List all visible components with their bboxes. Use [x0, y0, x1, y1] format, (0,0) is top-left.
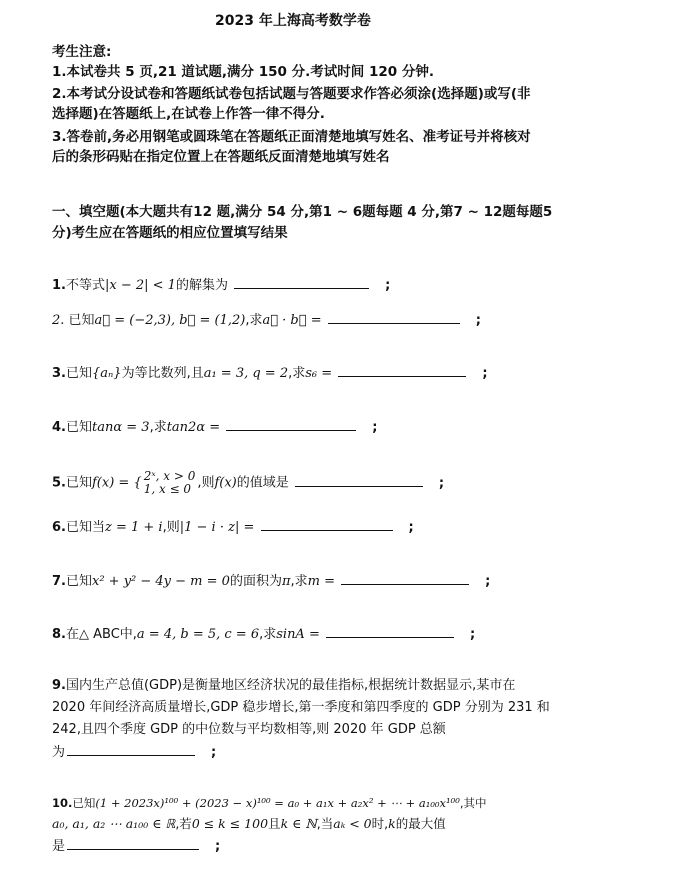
math-expression: a = 4, b = 5, c = 6	[136, 627, 260, 642]
question-text: 已知	[65, 574, 92, 589]
question-number: 5.	[52, 475, 66, 491]
question-number: 6.	[52, 520, 66, 535]
answer-blank[interactable]	[261, 516, 393, 531]
answer-blank[interactable]	[295, 472, 423, 487]
semicolon: ;	[215, 839, 221, 854]
math-expression: k	[388, 816, 396, 831]
question-text: ,求	[149, 420, 167, 435]
question-text: 已知	[65, 366, 92, 381]
semicolon: ;	[438, 475, 445, 491]
question-text: ,则	[197, 475, 215, 491]
math-expression: a⃗ = (−2,3), b⃗ = (1,2)	[94, 313, 246, 328]
semicolon: ;	[482, 366, 488, 381]
question-number: 1.	[52, 278, 66, 293]
math-expression: aₖ < 0	[333, 816, 372, 831]
piecewise-case-2: 1, x ≤ 0	[143, 482, 192, 496]
question-8	[52, 623, 475, 645]
question-number: 3.	[52, 366, 66, 381]
semicolon: ;	[211, 745, 217, 760]
notice-heading: 考生注意:	[52, 44, 112, 60]
question-text: 的最大值	[395, 816, 446, 831]
question-9-line-4	[52, 741, 216, 763]
question-text: 为	[52, 745, 66, 760]
question-number: 7.	[52, 574, 66, 589]
question-6	[52, 516, 414, 538]
math-expression: f(x)	[214, 475, 237, 491]
math-expression: k ∈ ℕ	[280, 816, 317, 831]
question-text: 242,且四个季度 GDP 的中位数与平均数相等,则 2020 年 GDP 总额	[52, 722, 446, 737]
math-expression: π	[281, 574, 291, 589]
math-expression: a₀, a₁, a₂ ⋯ a₁₀₀ ∈ ℝ	[52, 816, 176, 831]
question-9-line-2	[52, 698, 550, 718]
math-expression: a₁ = 3, q = 2	[203, 366, 289, 381]
question-text: 2020 年间经济高质量增长,GDP 稳步增长,第一季度和第四季度的 GDP 分别为 231 和	[52, 700, 550, 715]
question-text: 已知	[65, 475, 92, 491]
question-10-line-2	[52, 814, 446, 834]
piecewise-cases	[144, 470, 196, 496]
semicolon: ;	[385, 278, 391, 293]
notice-line-2b: 选择题)在答题纸上,在试卷上作答一律不得分.	[52, 106, 325, 122]
question-number: 9.	[52, 678, 66, 693]
math-expression: m =	[307, 574, 336, 589]
exam-title: 2023 年上海高考数学卷	[215, 13, 371, 29]
question-text: ,求	[288, 366, 306, 381]
notice-line-3a: 3.答卷前,务必用钢笔或圆珠笔在答题纸正面清楚地填写姓名、准考证号并将核对	[52, 129, 531, 145]
notice-line-2a: 2.本考试分设试卷和答题纸试卷包括试题与答题要求作答必须涂(选择题)或写(非	[52, 86, 531, 102]
answer-blank[interactable]	[67, 741, 195, 756]
question-text: ,其中	[459, 796, 487, 810]
question-text: 已知	[72, 796, 96, 810]
math-expression: 0 ≤ k ≤ 100	[191, 816, 269, 831]
semicolon: ;	[408, 520, 414, 535]
notice-line-3b: 后的条形码贴在指定位置上在答题纸反面清楚地填写姓名	[52, 149, 390, 165]
question-number: 2.	[52, 313, 65, 328]
question-4	[52, 416, 377, 438]
section-1-heading-cont: 分)考生应在答题纸的相应位置填写结果	[52, 225, 288, 241]
math-expression: (1 + 2023x)¹⁰⁰ + (2023 − x)¹⁰⁰ = a₀ + a₁x + a₂x² + ⋯ + a₁₀₀x¹⁰⁰	[95, 796, 460, 810]
math-expression: x² + y² − 4y − m = 0	[92, 574, 230, 589]
semicolon: ;	[475, 313, 481, 328]
question-10-line-1	[52, 793, 487, 813]
answer-blank[interactable]	[341, 570, 469, 585]
math-expression: |1 − i · z| =	[179, 520, 255, 535]
question-text: 的解集为	[175, 278, 228, 293]
answer-blank[interactable]	[226, 416, 356, 431]
math-expression: tan2α =	[166, 420, 221, 435]
question-text: 的面积为	[229, 574, 282, 589]
question-text: ,求	[259, 627, 277, 642]
piecewise-case-1: 2ˣ, x > 0	[143, 469, 196, 483]
math-expression: f(x) = {	[92, 475, 142, 491]
answer-blank[interactable]	[328, 309, 460, 324]
semicolon: ;	[485, 574, 491, 589]
question-text: 的值域是	[236, 475, 289, 491]
question-text: 时,	[371, 816, 389, 831]
question-text: ,求	[245, 313, 263, 328]
question-text: 已知	[64, 313, 95, 328]
notice-line-1: 1.本试卷共 5 页,21 道试题,满分 150 分.考试时间 120 分钟.	[52, 64, 434, 80]
question-number: 4.	[52, 420, 66, 435]
question-5	[52, 470, 444, 496]
question-text: 且	[268, 816, 281, 831]
question-text: 国内生产总值(GDP)是衡量地区经济状况的最佳指标,根据统计数据显示,某市在	[65, 678, 516, 693]
question-number: 10.	[52, 796, 73, 810]
question-1	[52, 274, 390, 296]
semicolon: ;	[470, 627, 476, 642]
math-expression: {aₙ}	[92, 366, 122, 381]
question-number: 8.	[52, 627, 66, 642]
math-expression: s₆ =	[305, 366, 333, 381]
math-expression: z = 1 + i	[105, 520, 163, 535]
question-7	[52, 570, 490, 592]
question-3	[52, 362, 488, 384]
math-expression: |x − 2| < 1	[105, 278, 176, 293]
question-text: ,求	[290, 574, 308, 589]
question-text: ,则	[162, 520, 180, 535]
answer-blank[interactable]	[326, 623, 454, 638]
answer-blank[interactable]	[338, 362, 466, 377]
question-text: 已知当	[65, 520, 105, 535]
answer-blank[interactable]	[234, 274, 369, 289]
question-text: 在△ ABC中,	[65, 627, 137, 642]
semicolon: ;	[372, 420, 378, 435]
question-text: 为等比数列,且	[121, 366, 204, 381]
question-text: 不等式	[65, 278, 105, 293]
math-expression: tanα = 3	[92, 420, 150, 435]
question-text: 已知	[65, 420, 92, 435]
section-1-heading: 一、填空题(本大题共有12 题,满分 54 分,第1 ~ 6题每题 4 分,第7 ~ 12题每题5	[52, 204, 553, 220]
math-expression: sinA =	[276, 627, 320, 642]
question-2	[52, 309, 481, 331]
question-text: ,若	[175, 816, 192, 831]
question-text: 是	[52, 839, 66, 854]
question-9-line-3	[52, 720, 446, 740]
answer-blank[interactable]	[67, 835, 199, 850]
math-expression: a⃗ · b⃗ =	[262, 313, 322, 328]
question-text: ,当	[316, 816, 334, 831]
question-9-line-1	[52, 676, 515, 696]
question-10-line-3	[52, 835, 220, 857]
